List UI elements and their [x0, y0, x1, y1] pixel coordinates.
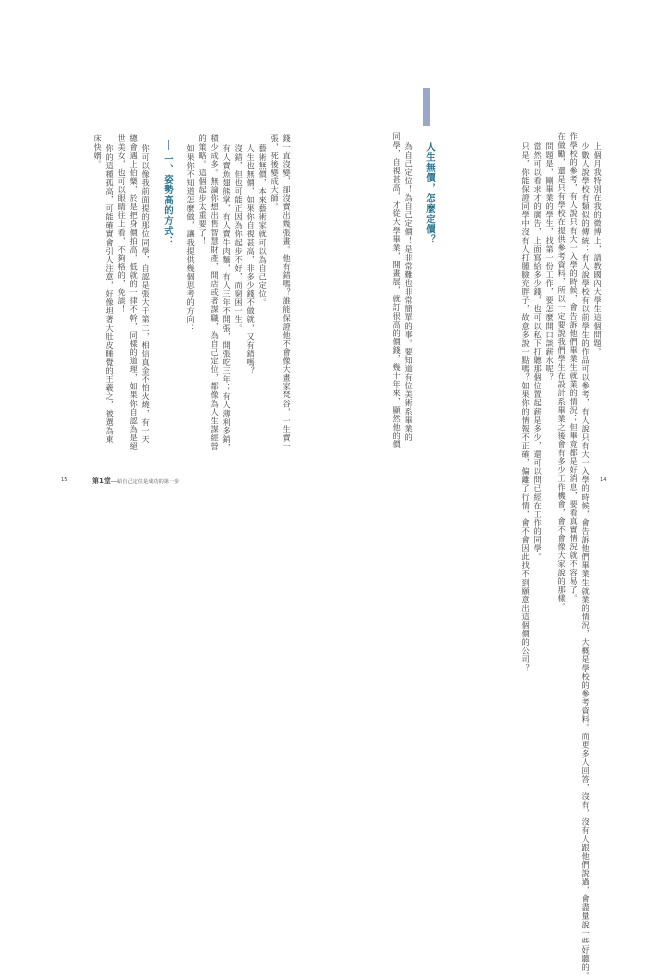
- section-heading: 人生無價，怎麼定價？: [424, 142, 435, 245]
- body-column: 作學校的參考，有人說只有大一入學的時候，會告訴他們畢業生就業的情況；但畢竟都是好消息，要看真實情況就不容易了。: [569, 132, 580, 603]
- body-column: 你可以像我前面提的那位同學，自認是張大千第二，相信真金不怕火燒，有一天: [141, 144, 152, 444]
- body-column: 如果你不知道怎麼做，讓我提供幾個思考的方向：: [186, 144, 197, 333]
- body-column: 錢一直沒變，卻沒賣出幾張畫。他有錯嗎？誰能保證他不會像大畫家梵谷，一生賣一: [282, 134, 293, 451]
- section-marker: [168, 140, 169, 150]
- body-column: 同學，自視甚高，才從大學畢業，開畫展，就訂很高的價錢，幾十年來，顯然他的價: [392, 132, 403, 449]
- running-head-chapter: 第1堂: [92, 477, 111, 485]
- body-column: 問題是，剛畢業的學生，找第一份工作，要怎麼開口談薪水呢？: [545, 142, 556, 382]
- body-column: 沒錯，但也可能正因為你起步不好，而窮困一生。: [234, 144, 245, 333]
- body-column: 你的這種孤高，可能確實會引人注意，好像坦著大肚皮睡覺的王羲之，被選為東: [105, 144, 116, 444]
- body-column: 積少成多。無論你想出售智慧財產，開店或者謀職，為自己定位，都像為人生謀經營: [210, 134, 221, 451]
- body-column: 人生也無價，如果你自視甚高，非多少錢不做就，又有錯嗎？: [246, 144, 257, 375]
- section-heading: 一、姿勢高的方式：: [162, 154, 173, 247]
- body-column: 有人賣魚翅熊掌，有人賣牛肉麵，有人三年不開張，開張吃三年；有人薄利多銷，: [222, 144, 233, 452]
- running-head-title: ──給自己定位是成功的第一步: [110, 479, 180, 485]
- running-head: [92, 476, 179, 486]
- body-column: 在做勵，還是只有學校在提供參考資料，所以一定要說我們學生在設計系畢業之後會有多少工作機會，會不會像大家說的那樣。: [557, 132, 568, 611]
- body-column: 藝術無價，本來藝術家就可以為自己定位。: [258, 144, 269, 307]
- body-column: 總會遇上伯樂，於是把身價拍高，低就的一律不幹，同樣的道理，如果你自認為是絕: [129, 134, 140, 451]
- right-page: [328, 0, 655, 980]
- body-column: 張，死後變成大師。: [270, 134, 281, 211]
- body-column: 為自己定位！為自己定價！是非常難也非常簡單的事。要知道有位美術系畢業的: [404, 142, 415, 442]
- body-column: 上個月我特別在我的微博上，請教國內大學生這個問題。: [593, 142, 604, 356]
- body-column: 的策略。這個起步太重要了！: [198, 134, 209, 246]
- left-page: [0, 0, 327, 609]
- page-number: 14: [600, 477, 607, 483]
- body-column: 床快婿。: [93, 134, 104, 169]
- body-column: 只是，你能保證同學中沒有人打腫臉充胖子，故意多說一點嗎？如果你的情報不正確，偏離了行情，會不會因此找不到願意出這個價的公司？: [521, 142, 532, 673]
- body-column: 當然可以看求才的廣告，上面寫給多少錢，也可以私下打聽那個位置起薪是多少，還可以問已經在工作的同學。: [533, 142, 544, 561]
- page-number: 15: [61, 477, 68, 483]
- body-column: 少數人說學校有類似的傳統：有人說學校有以前學生的作品可以參考，有人說只有大一入學的時候，會告訴他們畢業生就業的情況，大概是學校的參考資料。而更多人回答，沒有，沒有人跟他們說過，會盡量說一些好聽的。: [581, 142, 592, 980]
- heading-accent-bar: [423, 88, 430, 126]
- body-column: 世美女，也可以眼睛往上看，不夠格的，免談！: [117, 134, 128, 314]
